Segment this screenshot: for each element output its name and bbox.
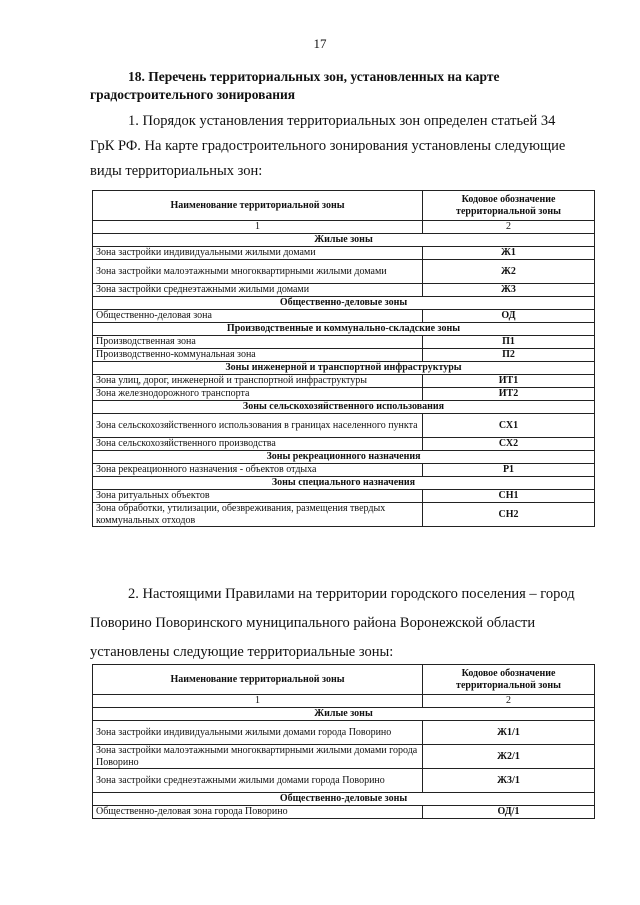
zone-row [93, 438, 595, 451]
zones-table-1 [92, 190, 595, 527]
zone-name: Общественно-деловая зона [93, 310, 423, 323]
zone-group-row [93, 297, 595, 310]
zone-name: Общественно-деловая зона города Поворино [93, 806, 423, 819]
zone-row [93, 336, 595, 349]
zone-row [93, 806, 595, 819]
zone-row [93, 375, 595, 388]
zone-code: ОД [423, 310, 595, 323]
zone-group-row [93, 451, 595, 464]
zone-code: П2 [423, 349, 595, 362]
zone-row [93, 284, 595, 297]
zone-code: ИТ2 [423, 388, 595, 401]
zone-name: Зона железнодорожного транспорта [93, 388, 423, 401]
zone-code: СН1 [423, 490, 595, 503]
paragraph-1-line-2: ГрК РФ. На карте градостроительного зонирования установлены следующие [90, 138, 566, 154]
zone-group-title: Зоны сельскохозяйственного использования [93, 401, 595, 414]
paragraph-2 [90, 580, 596, 667]
zone-code: Ж3 [423, 284, 595, 297]
zone-group-row [93, 401, 595, 414]
zone-row [93, 464, 595, 477]
zone-row [93, 247, 595, 260]
zone-code: Ж2/1 [423, 745, 595, 769]
zone-row [93, 260, 595, 284]
table-2-index-cell-1: 1 [93, 695, 423, 708]
zone-group-title: Жилые зоны [93, 708, 595, 721]
zone-group-title: Зоны рекреационного назначения [93, 451, 595, 464]
table-1-index-row [93, 221, 595, 234]
zone-code: СН2 [423, 503, 595, 527]
zone-code: ИТ1 [423, 375, 595, 388]
table-1-header-code: Кодовое обозначение территориальной зоны [423, 191, 595, 221]
zone-row [93, 388, 595, 401]
table-2-index-cell-2: 2 [423, 695, 595, 708]
table-2-index-row [93, 695, 595, 708]
section-heading-line-2: градостроительного зонирования [90, 87, 296, 102]
table-1-index-cell-2: 2 [423, 221, 595, 234]
paragraph-2-line-1: 2. Настоящими Правилами на территории городского поселения – город [128, 586, 575, 602]
zone-name: Зона ритуальных объектов [93, 490, 423, 503]
zone-name: Зона сельскохозяйственного производства [93, 438, 423, 451]
zone-row [93, 310, 595, 323]
zone-row [93, 414, 595, 438]
zone-row [93, 503, 595, 527]
zone-name: Зона улиц, дорог, инженерной и транспортной инфраструктуры [93, 375, 423, 388]
paragraph-2-line-3: установлены следующие территориальные зоны: [90, 644, 394, 660]
zone-name: Зона сельскохозяйственного использования в границах населенного пункта [93, 414, 423, 438]
table-1-index-cell-1: 1 [93, 221, 423, 234]
paragraph-1-line-1: 1. Порядок установления территориальных зон определен статьей 34 [128, 113, 556, 129]
table-2-header-code: Кодовое обозначение территориальной зоны [423, 665, 595, 695]
zone-group-row [93, 323, 595, 336]
zone-row [93, 349, 595, 362]
zone-group-title: Зоны инженерной и транспортной инфраструктуры [93, 362, 595, 375]
zone-group-title: Общественно-деловые зоны [93, 297, 595, 310]
zone-name: Зона застройки среднеэтажными жилыми домами [93, 284, 423, 297]
zone-name: Зона застройки малоэтажными многоквартирными жилыми домами [93, 260, 423, 284]
zone-group-title: Общественно-деловые зоны [93, 793, 595, 806]
table-2-header-name: Наименование территориальной зоны [93, 665, 423, 695]
zone-code: Ж2 [423, 260, 595, 284]
zone-row [93, 769, 595, 793]
zone-name: Производственная зона [93, 336, 423, 349]
section-heading [90, 68, 596, 104]
zones-table-2 [92, 664, 595, 819]
zone-group-title: Жилые зоны [93, 234, 595, 247]
zone-group-row [93, 793, 595, 806]
zone-name: Зона обработки, утилизации, обезвреживания, размещения твердых коммунальных отходов [93, 503, 423, 527]
zone-row [93, 490, 595, 503]
zone-row [93, 721, 595, 745]
zone-code: ОД/1 [423, 806, 595, 819]
paragraph-2-line-2: Поворино Поворинского муниципального района Воронежской области [90, 615, 536, 631]
zone-code: Ж3/1 [423, 769, 595, 793]
paragraph-1-line-3: виды территориальных зон: [90, 163, 263, 179]
zone-name: Зона застройки индивидуальными жилыми домами [93, 247, 423, 260]
zone-code: Ж1 [423, 247, 595, 260]
zone-name: Зона рекреационного назначения - объектов отдыха [93, 464, 423, 477]
zone-group-title: Производственные и коммунально-складские зоны [93, 323, 595, 336]
zone-name: Зона застройки среднеэтажными жилыми домами города Поворино [93, 769, 423, 793]
zone-code: СХ1 [423, 414, 595, 438]
zone-name: Производственно-коммунальная зона [93, 349, 423, 362]
page-number: 17 [313, 36, 327, 51]
zone-code: СХ2 [423, 438, 595, 451]
section-heading-line-1: 18. Перечень территориальных зон, установленных на карте [128, 69, 500, 84]
zone-group-row [93, 477, 595, 490]
zone-group-title: Зоны специального назначения [93, 477, 595, 490]
table-2-body [93, 695, 595, 819]
zone-group-row [93, 234, 595, 247]
zone-row [93, 745, 595, 769]
zone-name: Зона застройки индивидуальными жилыми домами города Поворино [93, 721, 423, 745]
zone-group-row [93, 708, 595, 721]
table-1-body [93, 221, 595, 527]
zone-code: П1 [423, 336, 595, 349]
zone-code: Ж1/1 [423, 721, 595, 745]
table-1-header-name: Наименование территориальной зоны [93, 191, 423, 221]
zone-code: Р1 [423, 464, 595, 477]
zone-group-row [93, 362, 595, 375]
paragraph-1 [90, 109, 596, 184]
zone-name: Зона застройки малоэтажными многоквартирными жилыми домами города Поворино [93, 745, 423, 769]
